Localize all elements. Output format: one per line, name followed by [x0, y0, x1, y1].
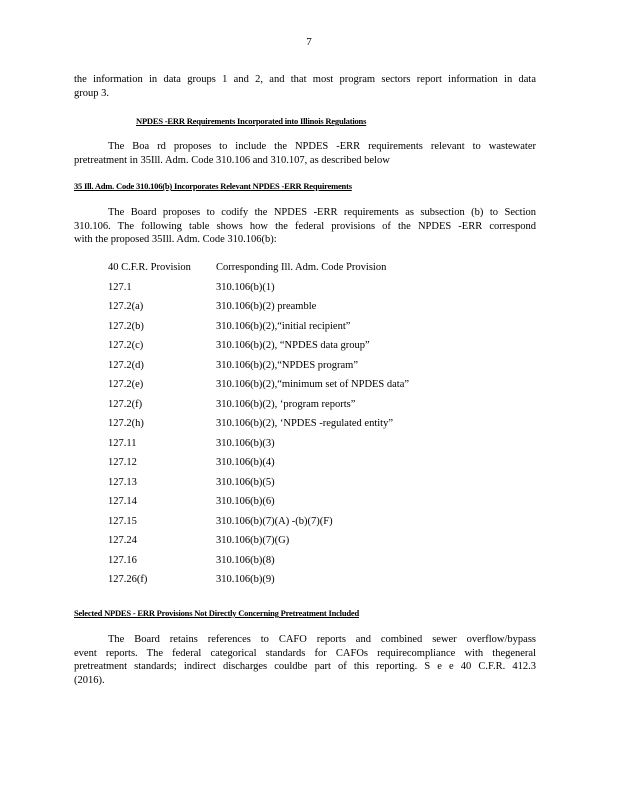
table-cell-iac: 310.106(b)(5) [216, 476, 275, 488]
table-cell-cfr: 127.2(e) [108, 379, 144, 390]
table-cell-cfr: 127.2(c) [108, 340, 144, 351]
table-cell-iac: 310.106(b)(3) [216, 437, 275, 449]
table-cell-cfr: 127.2(b) [108, 320, 144, 332]
table-cell-cfr: 127.2(d) [108, 359, 144, 371]
para2-line-2: 310.106. The following table shows how the federal provisions of the NPDES -ERR correspond [74, 220, 536, 232]
table-cell-iac: 310.106(b)(2),“minimum set of NPDES data” [216, 379, 410, 390]
table-cell-iac: 310.106(b)(7)(A) -(b)(7)(F) [216, 515, 333, 527]
page-number: 7 [306, 36, 312, 48]
para2-line-3: with the proposed 35Ill. Adm. Code 310.106(b): [74, 234, 277, 245]
para1-line-2: pretreatment in 35Ill. Adm. Code 310.106 and 310.107, as described below [74, 154, 390, 166]
table-cell-cfr: 127.11 [108, 437, 137, 449]
table-cell-cfr: 127.1 [108, 281, 132, 293]
table-cell-iac: 310.106(b)(1) [216, 281, 275, 293]
table-cell-iac: 310.106(b)(8) [216, 554, 275, 566]
table-cell-iac: 310.106(b)(2),“NPDES program” [216, 359, 359, 371]
table-cell-iac: 310.106(b)(7)(G) [216, 535, 290, 546]
intro-line-1: the information in data groups 1 and 2, and that most program sectors report information in data [74, 74, 536, 85]
table-cell-iac: 310.106(b)(9) [216, 574, 275, 585]
table-cell-cfr: 127.2(h) [108, 418, 144, 429]
table-cell-iac: 310.106(b)(2), ‘program reports” [216, 398, 356, 410]
table-cell-cfr: 127.13 [108, 476, 137, 488]
intro-paragraph [74, 73, 536, 100]
para3-line-4: (2016). [74, 674, 105, 686]
intro-line-2: group 3. [74, 87, 109, 99]
table-cell-cfr: 127.16 [108, 554, 137, 566]
para2-line-1: The Board proposes to codify the NPDES -ERR requirements as subsection (b) to Section [108, 207, 536, 218]
section-heading-310-106-b: 35 Ill. Adm. Code 310.106(b) Incorporates Relevant NPDES -ERR Requirements [74, 181, 352, 191]
table-cell-cfr: 127.24 [108, 535, 137, 546]
table-cell-cfr: 127.2(a) [108, 301, 144, 312]
para3-line-3: pretreatment standards; indirect discharges couldbe part of this reporting. S e e 40 C.F.R. 412.3 [74, 661, 536, 672]
paragraph-board-proposes-codify [74, 206, 536, 247]
table-cell-cfr: 127.2(f) [108, 398, 143, 410]
table-header-cfr: 40 C.F.R. Provision [108, 262, 191, 273]
table-cell-cfr: 127.14 [108, 496, 137, 507]
table-cell-cfr: 127.12 [108, 457, 137, 468]
table-cell-iac: 310.106(b)(2), ‘NPDES -regulated entity” [216, 418, 393, 429]
table-cell-iac: 310.106(b)(2), “NPDES data group” [216, 340, 370, 351]
para3-line-1: The Board retains references to CAFO reports and combined sewer overflow/bypass [108, 634, 536, 645]
table-cell-cfr: 127.15 [108, 515, 137, 527]
table-header-iac: Corresponding Ill. Adm. Code Provision [216, 262, 387, 273]
table-cell-iac: 310.106(b)(6) [216, 496, 275, 507]
paragraph-board-proposes-include [74, 140, 536, 167]
section-heading-selected-provisions: Selected NPDES - ERR Provisions Not Directly Concerning Pretreatment Included [74, 608, 359, 618]
table-cell-iac: 310.106(b)(2),“initial recipient” [216, 320, 351, 332]
paragraph-board-retains [74, 633, 536, 687]
table-cell-cfr: 127.26(f) [108, 574, 148, 585]
para3-line-2: event reports. The federal categorical standards for CAFOs requirecompliance with thegeneral [74, 647, 536, 659]
para1-line-1: The Boa rd proposes to include the NPDES -ERR requirements relevant to wastewater [108, 141, 536, 152]
table-cell-iac: 310.106(b)(4) [216, 457, 275, 468]
table-cell-iac: 310.106(b)(2) preamble [216, 301, 317, 312]
section-heading-npdes-err-requirements: NPDES -ERR Requirements Incorporated into Illinois Regulations [136, 116, 367, 126]
